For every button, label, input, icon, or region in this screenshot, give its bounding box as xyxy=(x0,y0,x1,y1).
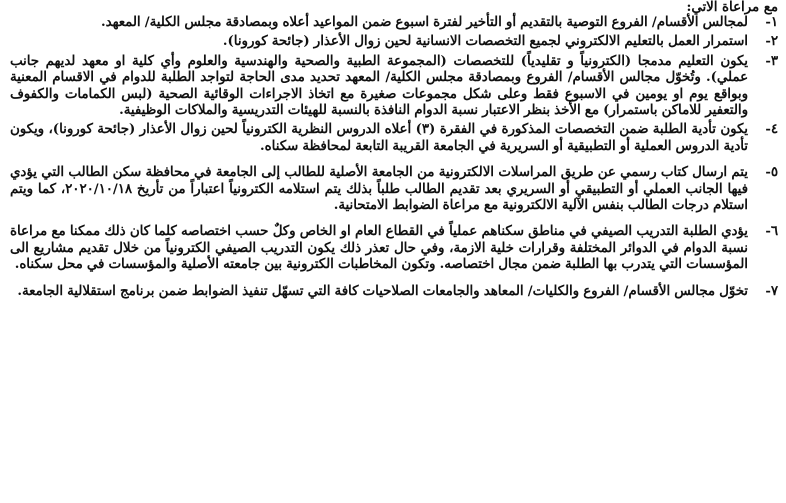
instructions-list xyxy=(10,15,778,300)
item-number: ٧- xyxy=(765,283,778,299)
list-item-5 xyxy=(10,165,778,214)
item-number: ٢- xyxy=(765,34,778,50)
item-number: ١- xyxy=(765,15,778,30)
item-text: يكون تأدية الطلبة ضمن التخصصات المذكورة في الفقرة (٣) أعلاه الدروس النظرية الكترونياً لحين زوال الأعذار (جائحة كورونا)، ويكون تأدية الدروس العملية أو التطبيقية أو السريرية في الجامعة القريبة التابعة لمحافظة سكناه. xyxy=(10,122,748,154)
item-text: استمرار العمل بالتعليم الالكتروني لجميع التخصصات الانسانية لحين زوال الأعذار (جائحة كورونا). xyxy=(222,34,748,50)
list-item-2 xyxy=(10,34,778,50)
item-text: يؤدي الطلبة التدريب الصيفي في مناطق سكناهم عملياً في القطاع العام او الخاص وكلٌ حسب اختصاصه كلما كان ذلك ممكنا مع مراعاة نسبة الدوام في الدوائر المختلفة وقرارات خلية الازمة، وفي حال تعذر ذلك يكون التدريب الصيفي الكترونياً من خلال تقديم مشاريع الى المؤسسات التي يتدرب بها الطلبة ضمن مجال اختصاصه. وتكون المخاطبات الكترونية بين جامعته الأصلية والمؤسسات في محل سكناه. xyxy=(10,224,748,273)
item-number: ٦- xyxy=(765,224,778,240)
list-item-6 xyxy=(10,224,778,273)
item-number: ٤- xyxy=(765,122,778,138)
list-item-3 xyxy=(10,54,778,120)
item-text: لمجالس الأقسام/ الفروع التوصية بالتقديم أو التأخير لفترة اسبوع ضمن المواعيد أعلاه وبمصادقة مجلس الكلية/ المعهد. xyxy=(101,15,748,30)
list-item-4 xyxy=(10,122,778,155)
item-text: يكون التعليم مدمجا (الكترونياً و تقليدياً) للتخصصات (المجموعة الطبية والصحية والهندسية والعلوم وأي كلية او معهد لديهم جانب عملي). وتُخوّل مجالس الأقسام/ الفروع وبمصادقة مجلس الكلية/ المعهد تحديد مدى الحاجة لتواجد الطلبة للدوام في الاقسام المعنية وبواقع يوم او يومين في الاسبوع فقط وعلى شكل مجموعات صغيرة مع اتخاذ الاجراءات الوقائية الصحية (لبس الكمامات والكفوف والتعفير للاماكن باستمرار) مع الأخذ بنظر الاعتبار نسبة الدوام النافذة بالنسبة للهيئات التدريسية والملاكات الوظيفية. xyxy=(10,53,748,119)
list-item-1 xyxy=(10,15,778,31)
list-item-7 xyxy=(10,284,778,300)
item-number: ٣- xyxy=(765,53,778,69)
item-text: تخوّل مجالس الأقسام/ الفروع والكليات/ المعاهد والجامعات الصلاحيات كافة التي تسهّل تنفيذ الضوابط ضمن برنامج استقلالية الجامعة. xyxy=(17,283,748,299)
item-text: يتم ارسال كتاب رسمي عن طريق المراسلات الالكترونية من الجامعة الأصلية للطالب إلى الجامعة في محافظة سكن الطالب التي يؤدي فيها الجانب العملي أو التطبيقي أو السريري بعد تقديم الطالب طلباً بذلك يتم استلامه الكترونياً اعتباراً من تأريخ ٢٠٢٠/١٠/١٨، كما ويتم استلام درجات الطالب بنفس الآلية الالكترونية مع مراعاة الضوابط الامتحانية. xyxy=(10,165,748,214)
item-number: ٥- xyxy=(765,165,778,181)
intro-heading: مع مراعاة الاتي: xyxy=(686,0,778,15)
